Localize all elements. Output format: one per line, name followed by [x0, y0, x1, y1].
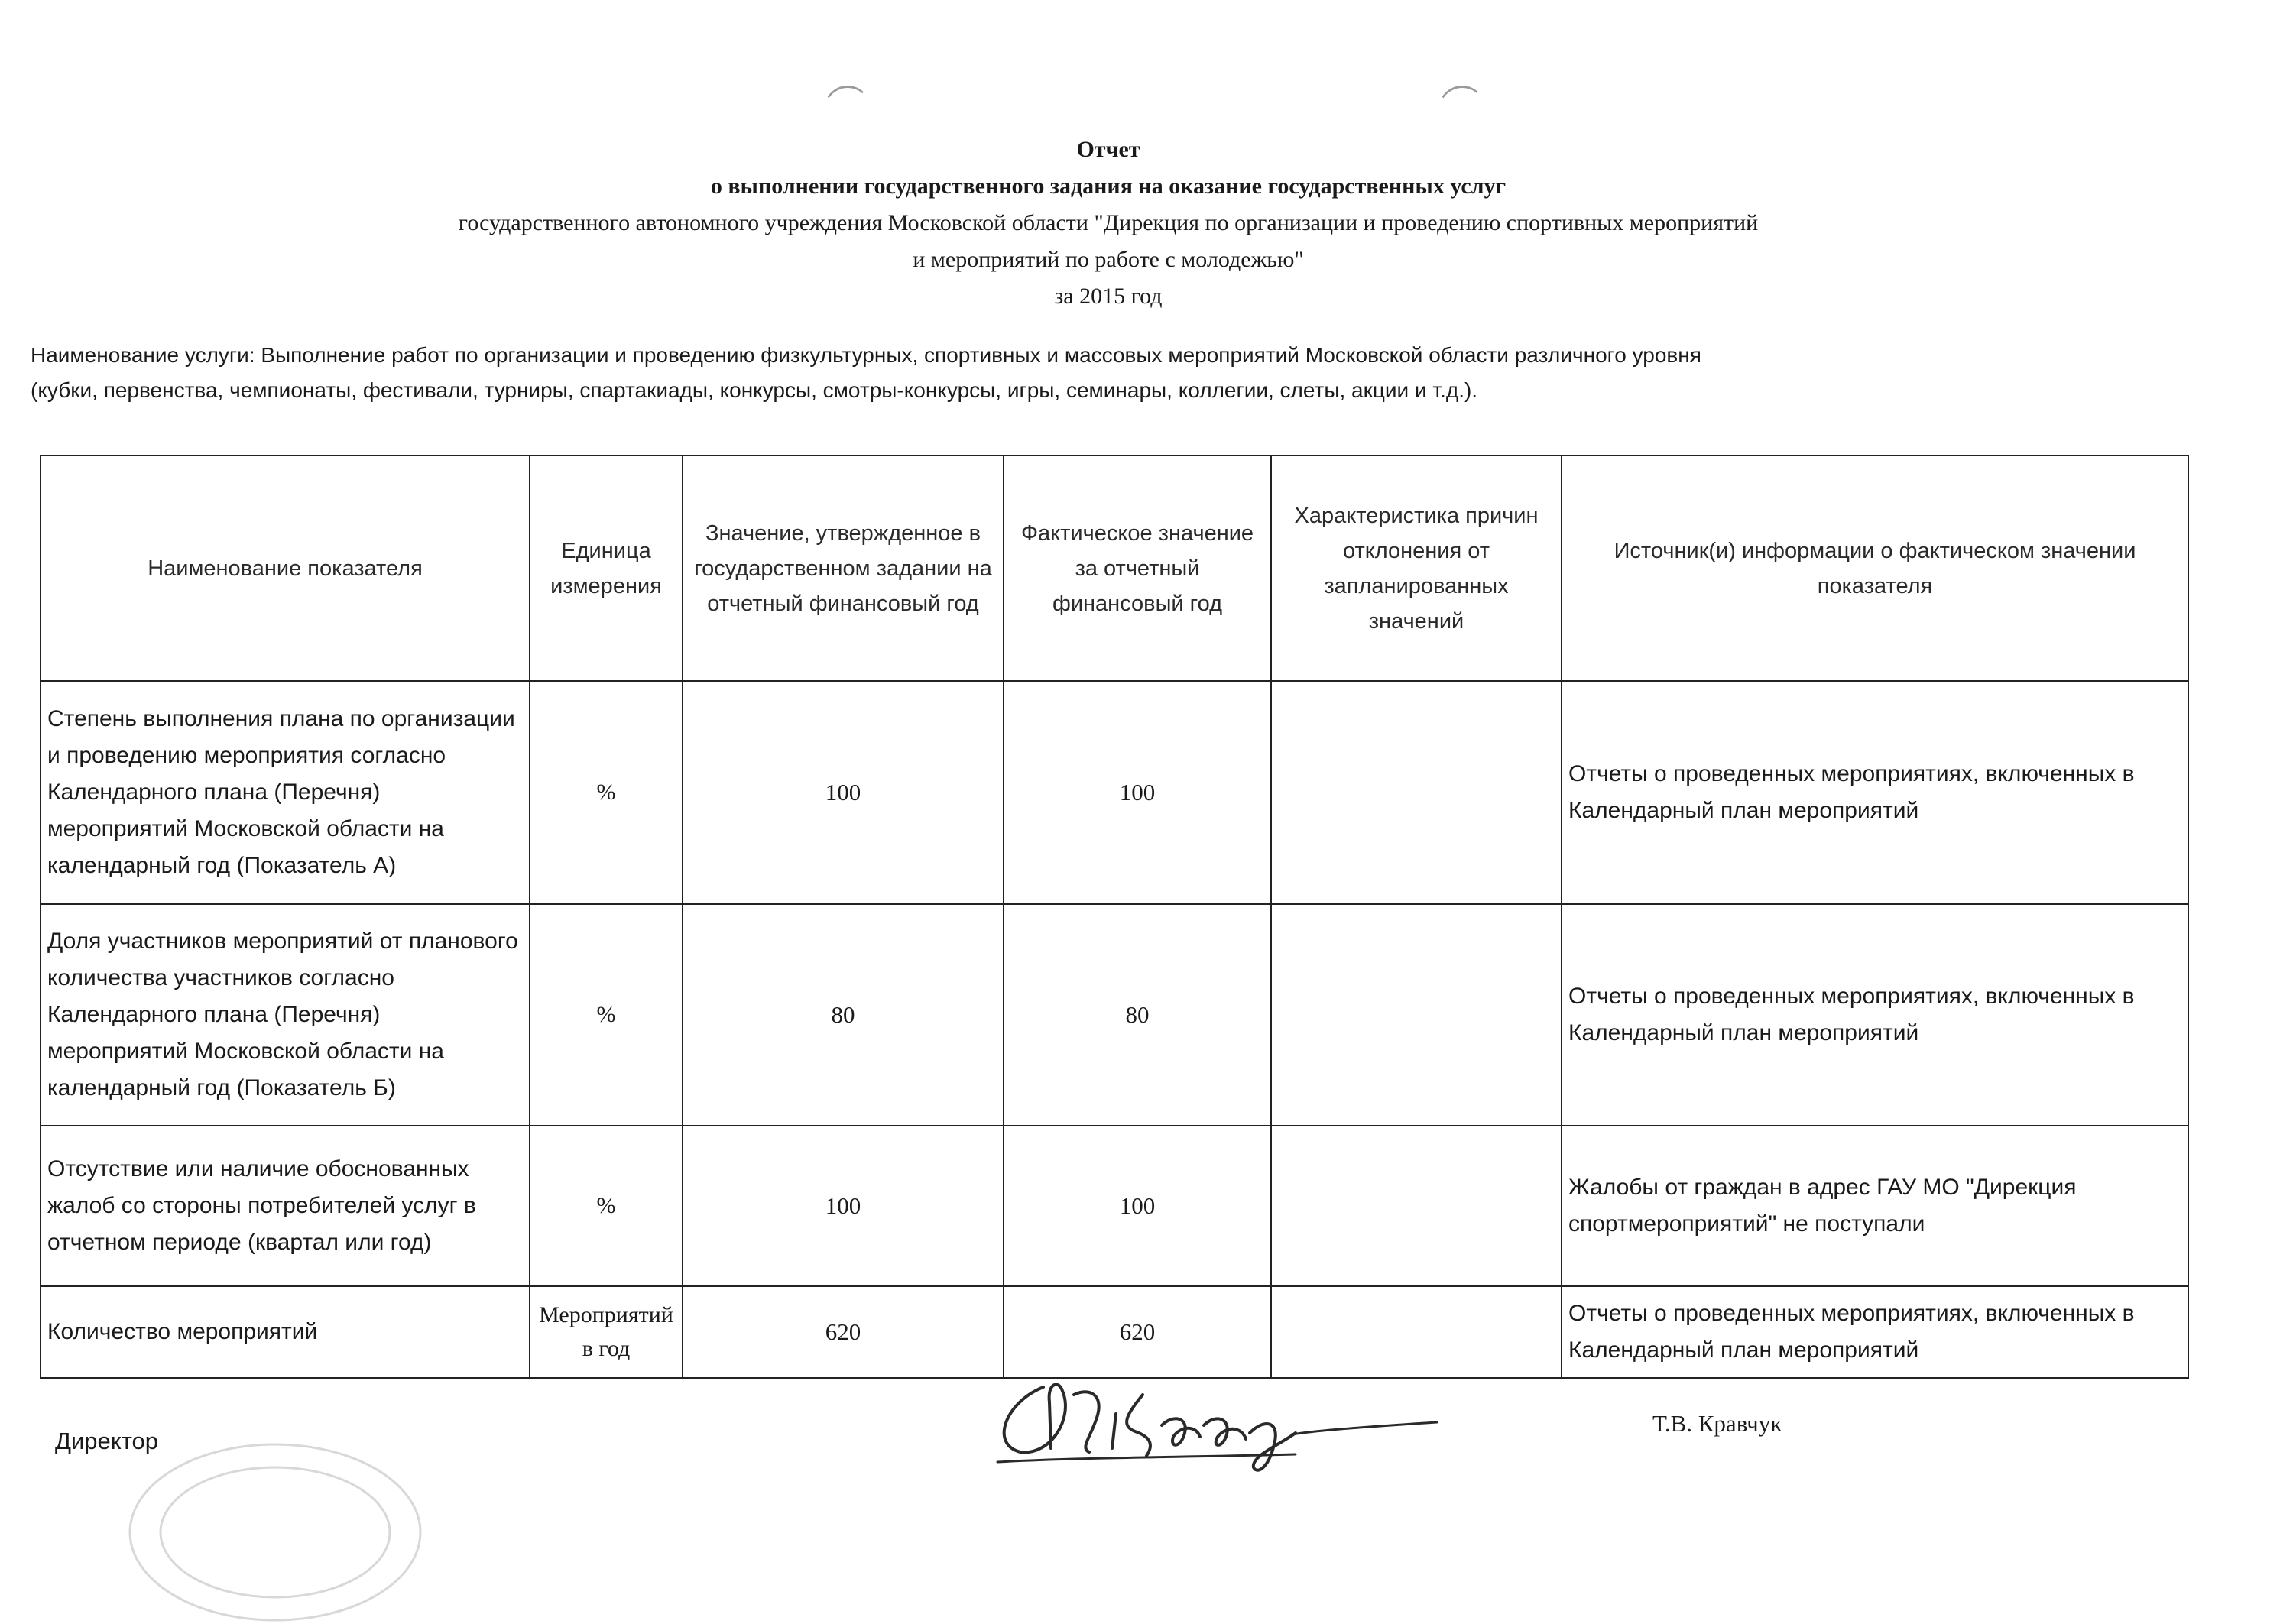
indicator-name: Степень выполнения плана по организации и проведению мероприятия согласно Календарного плана (Перечня) мероприятий Московской области на календарный год (Показатель А): [41, 681, 530, 904]
indicator-unit: %: [530, 904, 683, 1126]
punch-hole-mark: [1435, 83, 1489, 137]
deviation-reason: [1271, 1286, 1562, 1378]
indicator-unit: Мероприятий в год: [530, 1286, 683, 1378]
information-source: Отчеты о проведенных мероприятиях, включенных в Календарный план мероприятий: [1562, 904, 2188, 1126]
deviation-reason: [1271, 904, 1562, 1126]
indicator-name: Доля участников мероприятий от планового количества участников согласно Календарного плана (Перечня) мероприятий Московской области на календарный год (Показатель Б): [41, 904, 530, 1126]
table-row: [41, 681, 2188, 904]
punch-hole-mark: [821, 83, 874, 137]
document-subtitle: о выполнении государственного задания на оказание государственных услуг: [710, 173, 1507, 199]
faded-stamp: [115, 1418, 436, 1624]
indicators-table: [40, 455, 2189, 1379]
information-source: Жалобы от граждан в адрес ГАУ МО "Дирекция спортмероприятий" не поступали: [1562, 1126, 2188, 1286]
table-row: [41, 1286, 2188, 1378]
header-planned-value: Значение, утвержденное в государственном задании на отчетный финансовый год: [683, 455, 1004, 681]
planned-value: 100: [683, 1126, 1004, 1286]
signatory-name: Т.В. Кравчук: [1652, 1410, 1782, 1437]
indicator-unit: %: [530, 1126, 683, 1286]
table-header-row: [41, 455, 2188, 681]
header-deviation-reasons: Характеристика причин отклонения от запланированных значений: [1271, 455, 1562, 681]
header-information-source: Источник(и) информации о фактическом значении показателя: [1562, 455, 2188, 681]
header-actual-value: Фактическое значение за отчетный финансовый год: [1004, 455, 1271, 681]
actual-value: 100: [1004, 1126, 1271, 1286]
planned-value: 620: [683, 1286, 1004, 1378]
actual-value: 620: [1004, 1286, 1271, 1378]
indicator-name: Отсутствие или наличие обоснованных жалоб со стороны потребителей услуг в отчетном периоде (квартал или год): [41, 1126, 530, 1286]
actual-value: 100: [1004, 681, 1271, 904]
table-row: [41, 1126, 2188, 1286]
organization-line-2: и мероприятий по работе с молодежью": [913, 247, 1304, 272]
service-description: [31, 338, 2171, 408]
service-line-1: Наименование услуги: Выполнение работ по организации и проведению физкультурных, спортивных и массовых мероприятий Московской области различного уровня: [31, 343, 1701, 367]
deviation-reason: [1271, 1126, 1562, 1286]
organization-line-1: государственного автономного учреждения Московской области "Дирекция по организации и проведению спортивных мероприятий: [458, 210, 1759, 235]
indicator-name: Количество мероприятий: [41, 1286, 530, 1378]
document-title: Отчет: [1076, 137, 1140, 162]
header-unit: Единица измерения: [530, 455, 683, 681]
information-source: Отчеты о проведенных мероприятиях, включенных в Календарный план мероприятий: [1562, 681, 2188, 904]
actual-value: 80: [1004, 904, 1271, 1126]
table-row: [41, 904, 2188, 1126]
title-block: [0, 131, 2217, 315]
handwritten-signature: [990, 1372, 1448, 1479]
deviation-reason: [1271, 681, 1562, 904]
header-indicator-name: Наименование показателя: [41, 455, 530, 681]
report-period: за 2015 год: [1054, 284, 1163, 309]
information-source: Отчеты о проведенных мероприятиях, включенных в Календарный план мероприятий: [1562, 1286, 2188, 1378]
service-line-2: (кубки, первенства, чемпионаты, фестивали, турниры, спартакиады, конкурсы, смотры-конкурсы, игры, семинары, коллегии, слеты, акции и т.д.).: [31, 378, 1478, 402]
signatory-position: Директор: [55, 1428, 159, 1454]
indicator-unit: %: [530, 681, 683, 904]
planned-value: 80: [683, 904, 1004, 1126]
planned-value: 100: [683, 681, 1004, 904]
